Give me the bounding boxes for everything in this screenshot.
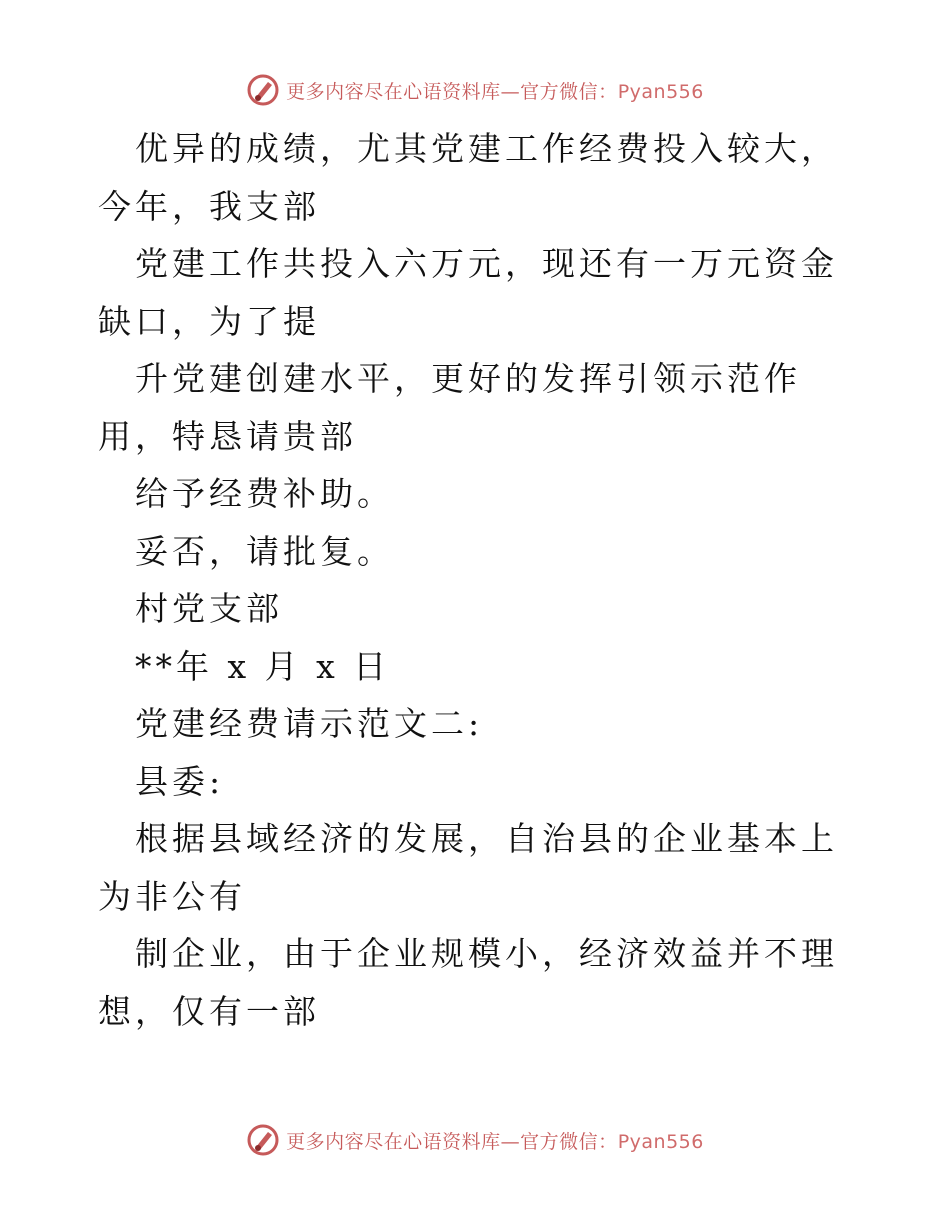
paragraph: 党建工作共投入六万元，现还有一万元资金缺口，为了提 [98, 244, 838, 341]
pen-emblem-icon [246, 1123, 280, 1157]
pen-emblem-icon [246, 73, 280, 107]
document-body [98, 120, 858, 1040]
section-heading: 党建经费请示范文二: [135, 704, 484, 743]
banner-dash: — [500, 80, 521, 103]
paragraph: 根据县域经济的发展，自治县的企业基本上为非公有 [98, 819, 838, 916]
banner-wechat-label: 官方微信： [520, 80, 618, 103]
banner-wechat-id: Pyan556 [617, 80, 704, 103]
banner-site-name: 更多内容尽在心语资料库 [286, 1130, 501, 1153]
banner-text [286, 1127, 704, 1154]
signature-org: 村党支部 [135, 589, 283, 628]
paragraph: 制企业，由于企业规模小，经济效益并不理想，仅有一部 [98, 934, 838, 1031]
banner-wechat-label: 官方微信： [520, 1130, 618, 1153]
paragraph: 给予经费补助。 [135, 474, 394, 513]
banner-dash: — [500, 1130, 521, 1153]
header-banner [0, 70, 950, 110]
signature-date: **年 x 月 x 日 [135, 646, 391, 686]
banner-site-name: 更多内容尽在心语资料库 [286, 80, 501, 103]
salutation: 县委: [135, 761, 225, 801]
banner-text [286, 77, 704, 104]
banner-wechat-id: Pyan556 [617, 1130, 704, 1153]
paragraph: 妥否，请批复。 [135, 531, 394, 571]
footer-banner [0, 1120, 950, 1160]
paragraph: 升党建创建水平，更好的发挥引领示范作用，特恳请贵部 [98, 359, 801, 456]
paragraph: 优异的成绩，尤其党建工作经费投入较大，今年，我支部 [98, 129, 838, 226]
